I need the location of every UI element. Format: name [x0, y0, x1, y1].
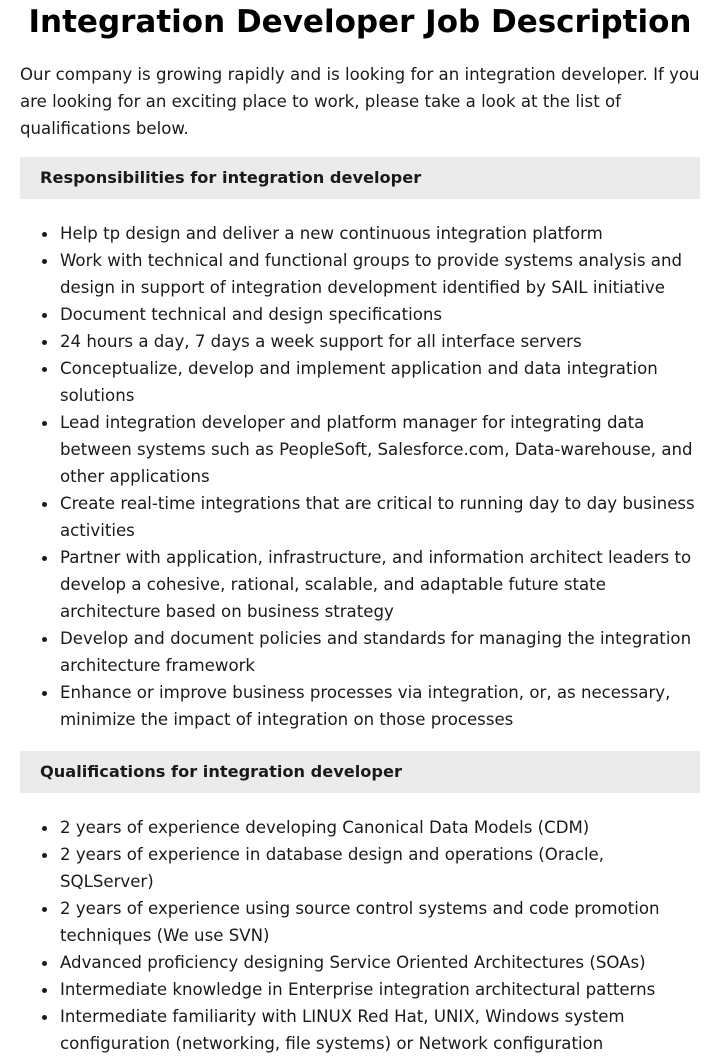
list-item: 2 years of experience in database design and operations (Oracle, SQLServer) [60, 841, 700, 895]
list-item: Lead integration developer and platform manager for integrating data between systems such as PeopleSoft, Salesforce.com, Data-warehouse, and other applications [60, 409, 700, 490]
intro-paragraph: Our company is growing rapidly and is looking for an integration developer. If you are looking for an exciting place to work, please take a look at the list of qualifications below. [20, 65, 700, 138]
responsibilities-list [20, 220, 700, 733]
qualifications-list [20, 814, 700, 1057]
list-item: 24 hours a day, 7 days a week support for all interface servers [60, 328, 700, 355]
list-item: Enhance or improve business processes via integration, or, as necessary, minimize the impact of integration on those processes [60, 679, 700, 733]
list-item: Partner with application, infrastructure, and information architect leaders to develop a cohesive, rational, scalable, and adaptable future state architecture based on business strategy [60, 544, 700, 625]
list-item: Work with technical and functional groups to provide systems analysis and design in support of integration development identified by SAIL initiative [60, 247, 700, 301]
list-item: Document technical and design specifications [60, 301, 700, 328]
list-item: Intermediate knowledge in Enterprise integration architectural patterns [60, 976, 700, 1003]
list-item: 2 years of experience using source control systems and code promotion techniques (We use SVN) [60, 895, 700, 949]
list-item: Advanced proficiency designing Service Oriented Architectures (SOAs) [60, 949, 700, 976]
responsibilities-heading: Responsibilities for integration developer [20, 157, 700, 199]
list-item: Create real-time integrations that are critical to running day to day business activities [60, 490, 700, 544]
qualifications-heading: Qualifications for integration developer [20, 751, 700, 793]
list-item: Intermediate familiarity with LINUX Red Hat, UNIX, Windows system configuration (networking, file systems) or Network configuration [60, 1003, 700, 1057]
page-title: Integration Developer Job Description [28, 4, 692, 40]
list-item: Develop and document policies and standards for managing the integration architecture framework [60, 625, 700, 679]
list-item: 2 years of experience developing Canonical Data Models (CDM) [60, 814, 700, 841]
list-item: Conceptualize, develop and implement application and data integration solutions [60, 355, 700, 409]
list-item: Help tp design and deliver a new continuous integration platform [60, 220, 700, 247]
